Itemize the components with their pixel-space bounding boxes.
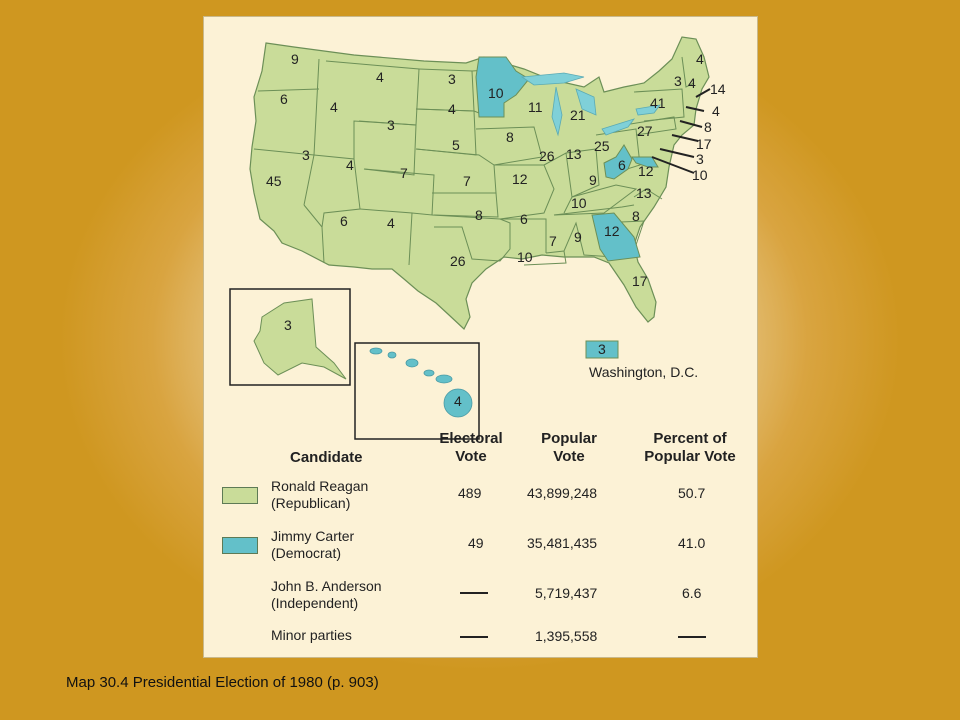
label-nj: 17 <box>696 136 712 152</box>
label-mi: 21 <box>570 107 586 123</box>
label-wi: 11 <box>528 99 543 115</box>
header-popular: Popular Vote <box>541 430 597 465</box>
candidate-party: (Republican) <box>271 495 351 511</box>
label-ri: 4 <box>712 103 720 119</box>
label-il: 26 <box>539 148 555 164</box>
candidate-party: (Democrat) <box>271 545 342 561</box>
label-or: 6 <box>280 91 288 107</box>
popular-percent: 6.6 <box>682 585 702 601</box>
label-ga: 12 <box>604 223 620 239</box>
label-oh: 25 <box>594 138 610 154</box>
candidate-name: John B. Anderson <box>271 578 382 594</box>
label-in: 13 <box>566 146 582 162</box>
header-electoral: Electoral Vote <box>439 430 503 465</box>
label-vt: 3 <box>674 73 682 89</box>
label-ct: 8 <box>704 119 712 135</box>
label-ky: 9 <box>589 172 597 188</box>
header-candidate: Candidate <box>290 449 363 466</box>
label-tx: 26 <box>450 253 466 269</box>
label-nm: 4 <box>387 215 395 231</box>
label-de: 3 <box>696 151 704 167</box>
label-ma: 14 <box>710 81 726 97</box>
label-al: 9 <box>574 229 582 245</box>
candidate-name: Minor parties <box>271 627 352 643</box>
label-ok: 8 <box>475 207 483 223</box>
slide-caption: Map 30.4 Presidential Election of 1980 (p. 903) <box>66 674 379 691</box>
popular-percent: 41.0 <box>678 535 706 551</box>
candidate-name: Jimmy Carter <box>271 528 355 544</box>
electoral-vote-dash <box>460 636 488 638</box>
label-nh: 4 <box>688 75 696 91</box>
label-hi: 4 <box>454 393 462 409</box>
label-tn: 10 <box>571 195 587 211</box>
electoral-vote-dash <box>460 592 488 594</box>
label-wa: 9 <box>291 51 299 67</box>
popular-percent: 50.7 <box>678 485 706 501</box>
electoral-vote: 49 <box>468 535 484 551</box>
label-la: 10 <box>517 249 533 265</box>
state-ak <box>254 299 346 379</box>
legend-swatch-carter <box>222 537 258 554</box>
label-pa: 27 <box>637 123 653 139</box>
dc-label: Washington, D.C. <box>589 364 699 380</box>
label-me: 4 <box>696 51 704 67</box>
candidate-name: Ronald Reagan <box>271 478 369 494</box>
label-id: 4 <box>330 99 338 115</box>
label-fl: 17 <box>632 273 648 289</box>
label-az: 6 <box>340 213 348 229</box>
label-nv: 3 <box>302 147 310 163</box>
label-ms: 7 <box>549 233 557 249</box>
label-ar: 6 <box>520 211 528 227</box>
label-ca: 45 <box>266 173 282 189</box>
label-mn: 10 <box>488 85 504 101</box>
map-panel <box>203 16 758 658</box>
label-mo: 12 <box>512 171 528 187</box>
label-nd: 3 <box>448 71 456 87</box>
label-ks: 7 <box>463 173 471 189</box>
popular-vote: 5,719,437 <box>535 585 598 601</box>
label-mt: 4 <box>376 69 384 85</box>
label-wv: 6 <box>618 157 626 173</box>
popular-percent-dash <box>678 636 706 638</box>
label-nc: 13 <box>636 185 652 201</box>
label-sc: 8 <box>632 208 640 224</box>
candidate-party: (Independent) <box>271 595 359 611</box>
label-ia: 8 <box>506 129 514 145</box>
label-ne: 5 <box>452 137 460 153</box>
popular-vote: 1,395,558 <box>535 628 598 644</box>
popular-vote: 35,481,435 <box>527 535 598 551</box>
electoral-vote: 489 <box>458 485 482 501</box>
label-ut: 4 <box>346 157 354 173</box>
popular-vote: 43,899,248 <box>527 485 598 501</box>
header-percent: Percent of Popular Vote <box>644 430 736 465</box>
label-co: 7 <box>400 165 408 181</box>
label-va: 12 <box>638 163 654 179</box>
label-dc: 3 <box>598 341 606 357</box>
label-sd: 4 <box>448 101 456 117</box>
label-ny: 41 <box>650 95 666 111</box>
legend-swatch-reagan <box>222 487 258 504</box>
label-md: 10 <box>692 167 708 183</box>
label-wy: 3 <box>387 117 395 133</box>
label-ak: 3 <box>284 317 292 333</box>
